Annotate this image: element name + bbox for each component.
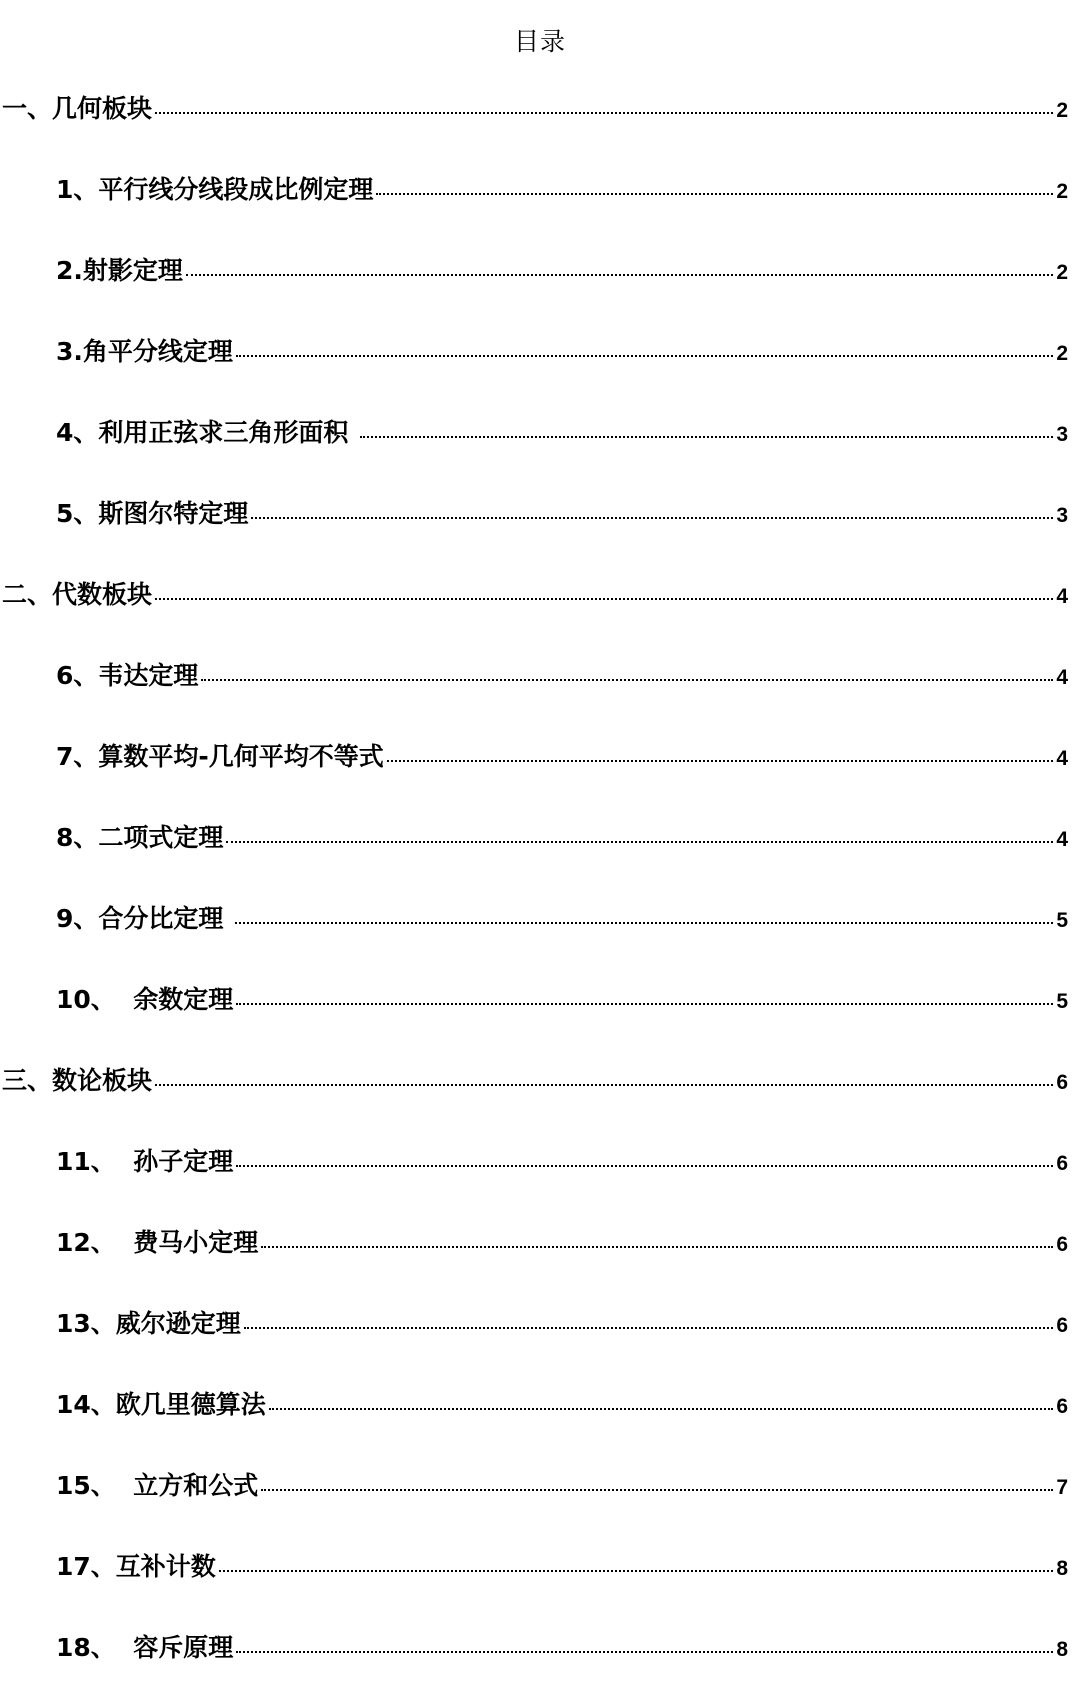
toc-section-entry[interactable] — [0, 68, 1080, 149]
dot-leader — [236, 1651, 1053, 1653]
toc-entry-page-number: 2 — [1056, 342, 1068, 365]
toc-entry-page-number: 2 — [1056, 180, 1068, 203]
toc-subsection-entry[interactable] — [0, 1445, 1080, 1526]
table-of-contents — [0, 68, 1080, 1688]
toc-entry-page-number: 6 — [1056, 1071, 1068, 1094]
toc-entry-page-number: 6 — [1056, 1314, 1068, 1337]
toc-entry-label: 二、代数板块 — [2, 580, 153, 609]
dot-leader — [360, 436, 1053, 438]
toc-entry-label: 10、 余数定理 — [56, 985, 234, 1014]
toc-entry-page-number: 4 — [1056, 828, 1068, 851]
toc-entry-page-number: 4 — [1056, 666, 1068, 689]
toc-subsection-entry[interactable] — [0, 1607, 1080, 1688]
dot-leader — [235, 922, 1053, 924]
toc-entry-page-number: 3 — [1056, 423, 1068, 446]
dot-leader — [186, 274, 1053, 276]
toc-subsection-entry[interactable] — [0, 1526, 1080, 1607]
toc-subsection-entry[interactable] — [0, 1121, 1080, 1202]
toc-subsection-entry[interactable] — [0, 635, 1080, 716]
toc-entry-page-number: 2 — [1056, 99, 1068, 122]
toc-entry-label: 9、合分比定理 — [56, 904, 233, 933]
toc-subsection-entry[interactable] — [0, 149, 1080, 230]
toc-entry-page-number: 6 — [1056, 1395, 1068, 1418]
toc-subsection-entry[interactable] — [0, 1202, 1080, 1283]
toc-entry-label: 18、 容斥原理 — [56, 1633, 234, 1662]
page-title: 目录 — [513, 27, 566, 56]
toc-entry-label: 15、 立方和公式 — [56, 1471, 259, 1500]
toc-entry-label: 5、斯图尔特定理 — [56, 499, 249, 528]
toc-entry-page-number: 8 — [1056, 1638, 1068, 1661]
dot-leader — [387, 760, 1054, 762]
dot-leader — [251, 517, 1053, 519]
dot-leader — [155, 112, 1053, 114]
dot-leader — [236, 1165, 1053, 1167]
toc-subsection-entry[interactable] — [0, 392, 1080, 473]
dot-leader — [219, 1570, 1054, 1572]
toc-subsection-entry[interactable] — [0, 473, 1080, 554]
toc-subsection-entry[interactable] — [0, 797, 1080, 878]
toc-subsection-entry[interactable] — [0, 311, 1080, 392]
toc-entry-label: 12、 费马小定理 — [56, 1228, 259, 1257]
toc-subsection-entry[interactable] — [0, 878, 1080, 959]
dot-leader — [376, 193, 1053, 195]
toc-subsection-entry[interactable] — [0, 1364, 1080, 1445]
toc-section-entry[interactable] — [0, 554, 1080, 635]
toc-entry-page-number: 5 — [1056, 990, 1068, 1013]
dot-leader — [155, 1084, 1053, 1086]
toc-entry-label: 4、利用正弦求三角形面积 — [56, 418, 358, 447]
dot-leader — [269, 1408, 1054, 1410]
toc-entry-label: 1、平行线分线段成比例定理 — [56, 175, 374, 204]
toc-entry-page-number: 6 — [1056, 1152, 1068, 1175]
toc-entry-page-number: 5 — [1056, 909, 1068, 932]
toc-entry-label: 13、威尔逊定理 — [56, 1309, 241, 1338]
toc-entry-page-number: 7 — [1056, 1476, 1068, 1499]
toc-entry-label: 6、韦达定理 — [56, 661, 199, 690]
toc-entry-label: 7、算数平均-几何平均不等式 — [56, 742, 384, 771]
toc-entry-label: 2.射影定理 — [56, 256, 183, 285]
dot-leader — [236, 1003, 1053, 1005]
dot-leader — [236, 355, 1053, 357]
toc-section-entry[interactable] — [0, 1040, 1080, 1121]
toc-subsection-entry[interactable] — [0, 716, 1080, 797]
toc-entry-page-number: 2 — [1056, 261, 1068, 284]
toc-entry-label: 三、数论板块 — [2, 1066, 153, 1095]
toc-entry-label: 3.角平分线定理 — [56, 337, 233, 366]
toc-entry-label: 8、二项式定理 — [56, 823, 224, 852]
toc-subsection-entry[interactable] — [0, 959, 1080, 1040]
dot-leader — [244, 1327, 1054, 1329]
toc-entry-page-number: 3 — [1056, 504, 1068, 527]
toc-entry-page-number: 4 — [1056, 747, 1068, 770]
toc-entry-page-number: 6 — [1056, 1233, 1068, 1256]
dot-leader — [226, 841, 1053, 843]
toc-entry-label: 一、几何板块 — [2, 94, 153, 123]
toc-entry-label: 17、互补计数 — [56, 1552, 216, 1581]
toc-entry-page-number: 4 — [1056, 585, 1068, 608]
dot-leader — [155, 598, 1053, 600]
toc-subsection-entry[interactable] — [0, 1283, 1080, 1364]
toc-entry-label: 11、 孙子定理 — [56, 1147, 234, 1176]
toc-subsection-entry[interactable] — [0, 230, 1080, 311]
toc-entry-page-number: 8 — [1056, 1557, 1068, 1580]
dot-leader — [261, 1489, 1053, 1491]
dot-leader — [261, 1246, 1053, 1248]
dot-leader — [201, 679, 1053, 681]
toc-entry-label: 14、欧几里德算法 — [56, 1390, 266, 1419]
